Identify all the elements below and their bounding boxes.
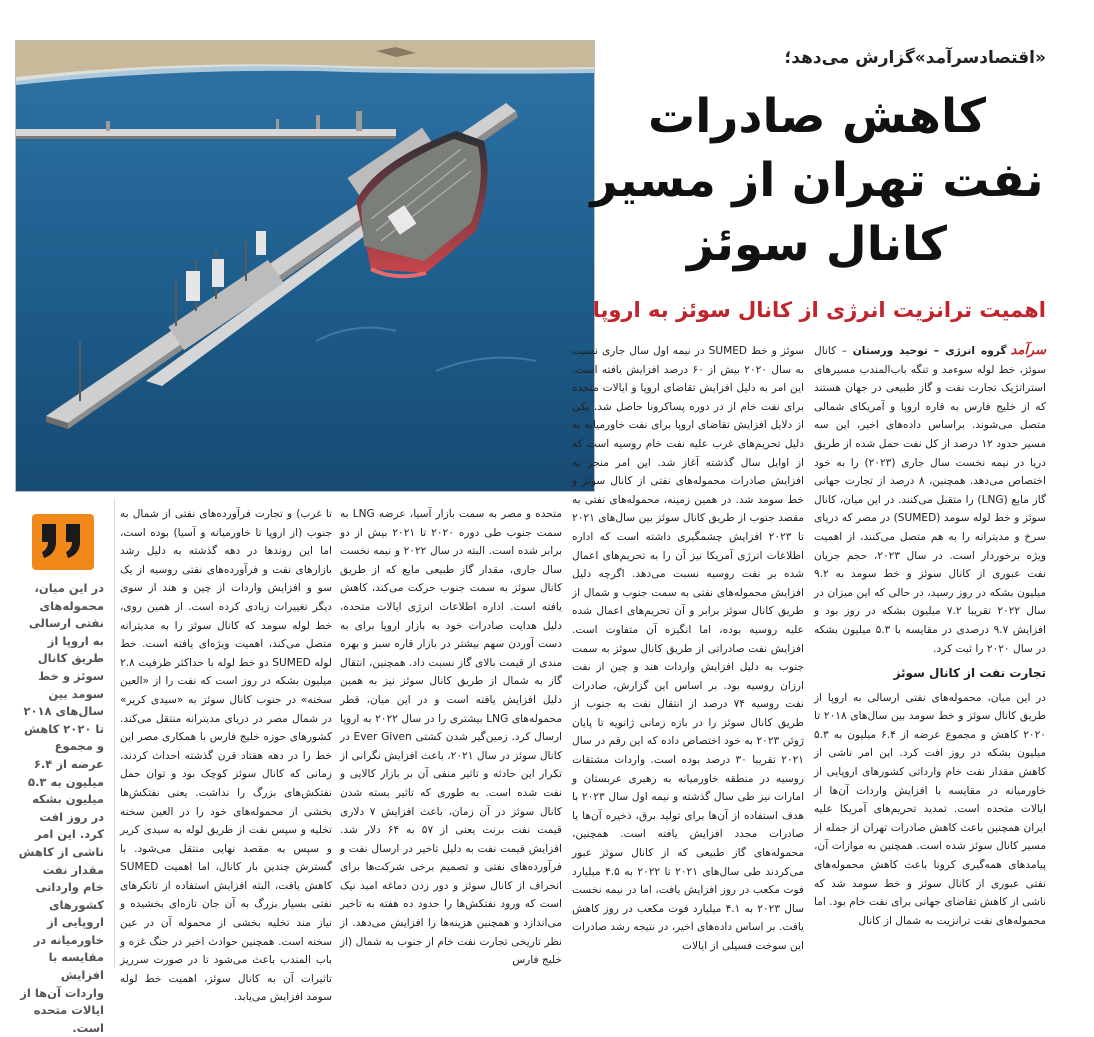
subheadline: اهمیت ترانزیت انرژی از کانال سوئز به اروپا [592, 298, 1046, 322]
column-3-text: متحده و مصر به سمت بازار آسیا، عرضه LNG به سمت جنوب طی دوره ۲۰۲۰ تا ۲۰۲۱ بیش از دو برابر شده است. البته در سال ۲۰۲۲ و نیمه نخست سال جاری، مقدار گاز طبیعی مایع که از طریق کانال سوئز به سمت جنوب حرکت می‌کند، کاهش یافته است. اداره اطلاعات انرژی ایالات متحده، دلیل هدایت صادرات خود به بازار اروپا برای به دست آوردن سهم بیشتر در بازار قاره سبز و بهره مندی از قیمت بالای گاز نسبت داد. همچنین، انتقال گاز به شمال از طریق کانال سوئز نیز به همین دلیل افزایش یافته است و در این میان، قطر محموله‌های LNG بیشتری را در سال ۲۰۲۲ به اروپا ارسال کرد. زمین‌گیر شدن کشتی Ever Given در کانال سوئز در سال ۲۰۲۱، باعث افزایش نگرانی از تکرار این حادثه و تاثیر منفی آن بر بازار کالایی و نفت شده است. به طوری که تاثیر بسته شدن کانال سوئز در آن زمان، باعث افزایش ۷ دلاری قیمت نفت برنت یعنی از ۵۷ به ۶۴ دلار شد. افزایش قیمت نفت به دلیل تاخیر در ارسال نفت و فرآورده‌های نفتی و تصمیم برخی شرکت‌ها برای انحراف از کانال سوئز و دور زدن دماغه امید نیک است که ورود نفتکش‌ها را حدود ده هفته به تاخیر می‌اندازد و همچنین هزینه‌ها را افزایش می‌دهد. از نظر تاریخی تجارت نفت خام از جنوب به شمال (از خلیج فارس [340, 508, 563, 967]
body-column-2 [572, 342, 804, 972]
headline-line-2: نفت تهران از مسیر [590, 153, 1044, 208]
pull-quote: در این میان، محموله‌های نفتی ارسالی به اروپا از طریق کانال سوئز و خط سومد بین سال‌های ۲۰۱۸ تا ۲۰۲۰ کاهش و مجموع عرضه از ۶.۴ میلیون به ۵.۳ میلیون بشکه در روز افت کرد. این امر ناشی از کاهش مقدار نفت خام وارداتی کشورهای اروپایی از خاورمیانه در مقایسه با افزایش واردات آن‌ها از ایالات متحده است. [18, 581, 104, 1035]
column-2-text: سوئز و خط SUMED در نیمه اول سال جاری نسبت به سال ۲۰۲۰ بیش از ۶۰ درصد افزایش یافته است. این امر به دلیل افزایش تقاضای اروپا و ایالات متحده برای نفت خام از در دوره پساکرونا حاصل شد. یکی از دلایل افزایش تقاضای اروپا برای نفت خاورمیانه به دلیل تحریم‌های غرب علیه نفت خام روسیه است که از اوایل سال گذشته آغاز شد. این امر منجر به افزایش صادرات محموله‌های نفتی از کانال سوئز و خط سومد شد. در همین زمینه، محموله‌های نفتی به مقصد جنوب از طریق کانال سوئز بین سال‌های ۲۰۲۱ تا ۲۰۲۳ افزایش چشمگیری داشته است که اداره اطلاعات انرژی آمریکا نیز آن را به تحریم‌های اعمال شده بر نفت روسیه نسبت می‌دهد. اگرچه دلیل افزایش محموله‌های نفتی به سمت جنوب و شمال از طریق کانال سوئز برابر و آن تحریم‌های اعمال شده علیه روسیه بوده، اما انگیزه آن متفاوت است. افزایش نفت صادراتی از طریق کانال سوئز به سمت جنوب به دلیل افزایش واردات هند و چین از نفت ارزان روسیه بود. بر اساس این گزارش، صادرات نفت روسیه ۷۴ درصد از انتقال نفت به جنوب از طریق کانال سوئز را در بازه زمانی ژانویه تا پایان ژوئن ۲۰۲۳ به خود اختصاص داده که این رقم در سال ۲۰۲۱ تقریبا ۳۰ درصد بوده است. واردات مشتقات روسیه در منطقه خاورمیانه به رهبری عربستان و امارات نیز طی سال گذشته و نیمه اول سال ۲۰۲۳ با هدف استفاده از آن‌ها برای تولید برق، ذخیره آن‌ها یا صادرات مجدد افزایش یافته است. همچنین، محموله‌های گاز طبیعی که از کانال سوئز عبور می‌کردند طی سال‌های ۲۰۲۱ تا ۲۰۲۲ به ۴.۵ میلیارد فوت مکعب در روز افزایش یافت، اما در نیمه نخست سال ۲۰۲۳ به ۴.۱ میلیارد فوت مکعب در روز کاهش یافت. بر اساس داده‌های اخیر، در نتیجه رشد صادرات این سوخت فسیلی از ایالات [572, 345, 805, 952]
byline: گروه انرژی – توحید ورستان [852, 345, 1007, 357]
body-column-3 [340, 505, 562, 972]
column-1-text: – کانال سوئز، خط لوله سوءمد و تنگه باب‌المندب مسیرهای استراتژیک تجارت نفت و گاز طبیعی در جهان هستند که از خلیج فارس به قاره اروپا و آمریکای شمالی متصل می‌شوند. براساس داده‌های اخیر، این سه مسیر حدود ۱۲ درصد از کل نفت حمل شده از طریق دریا در نیمه نخست سال جاری (۲۰۲۳) را به خود اختصاص می‌دهد. همچنین، ۸ درصد از تجارت جهانی گاز مایع (LNG) را متقبل می‌کنند. در این میان، کانال سوئز و خط لوله سومد (SUMED) در مصر که دریای سرخ و مدیترانه را به هم متصل می‌کنند، از اهمیت ویژه برخوردار است. در سال ۲۰۲۳، حجم جریان نفت عبوری از کانال سوئز و خط سومد به ۹.۲ میلیون بشکه در روز رسید، در حالی که این میزان در سال ۲۰۲۲ تقریبا ۷.۲ میلیون بشکه در روز بود و افزایش ۹.۷ درصدی در مقایسه با ۵.۳ میلیون بشکه در سال ۲۰۲۰ را ثبت کرد. [814, 345, 1047, 655]
article-photo [15, 40, 595, 492]
column-1-text-b: در این میان، محموله‌های نفتی ارسالی به اروپا از طریق کانال سوئز و خط سومد بین سال‌های ۲۰۱۸ تا ۲۰۲۰ کاهش و مجموع عرضه از ۶.۴ میلیون به ۵.۳ میلیون بشکه در روز افت کرد. این امر ناشی از کاهش مقدار نفت خام وارداتی کشورهای اروپایی از خاورمیانه در مقایسه با افزایش واردات آن‌ها از ایالات متحده است. تمدید تحریم‌های آمریکا علیه ایران همچنین باعث کاهش صادرات تهران از جمله از مسیر کانال سوئز شده است. همچنین به موازات آن، پیامدهای همه‌گیری کرونا باعث کاهش محموله‌های نفتی عبوری از کانال سوئز و خط سومد شد که ناشی از کاهش تقاضای جهانی برای نفت خام بود. اما محموله‌های نفت ترانزیت به شمال از کانال [814, 691, 1046, 927]
headline-line-1: کاهش صادرات [648, 89, 986, 144]
headline-line-3: کانال سوئز [687, 217, 947, 272]
kicker: «اقتصادسرآمد»گزارش می‌دهد؛ [784, 48, 1046, 68]
body-column-4 [120, 505, 332, 1004]
column-4-text: تا غرب) و تجارت فرآورده‌های نفتی از شمال به جنوب (از اروپا تا خاورمیانه و آسیا) بوده است، اما این روندها در دهه گذشته به دلیل رشد بازارهای نفت و فرآورده‌های نفتی روسیه از یک سو و افزایش واردات از چین و هند از سوی دیگر تغییرات زیادی کرده است. از همین روی، خط لوله سومد که کانال سوئز را به مدیترانه متصل می‌کند، اهمیت ویژه‌ای یافته است. خط لوله SUMED دو خط لوله با حداکثر ظرفیت ۲.۸ میلیون بشکه در روز است که نفت را از «العین سخنه» در جنوب کانال سوئز به «سیدی کریر» در شمال مصر در دریای مدیترانه منتقل می‌کند. کشورهای حوزه خلیج فارس با همکاری مصر این خط را در دهه هفتاد قرن گذشته احداث کردند، زمانی که کانال سوئز کوچک بود و توان حمل نفتکش‌های بزرگ را نداشت. یعنی نفتکش‌ها بخشی از محموله‌های خود را در العین سخنه تخلیه و سپس نفت از طریق لوله به سیدی کریر و سپس به مقصد نهایی منتقل می‌شود. با گسترش چندین بار کانال، اما اهمیت SUMED کاهش یافت، البته افزایش استفاده از تانکرهای نفتی بسیار بزرگ به آن جان تازه‌ای بخشیده و نیاز مند تخلیه بخشی از محموله آن در عین سخنه است. همچنین حوادث اخیر در جنگ غزه و باب المندب باعث می‌شود تا در صورت سرریز تاثیرات آن به کانال سوئز، اهمیت خط لوله سومد افزایش می‌یابد. [120, 508, 332, 1004]
column-divider [114, 498, 115, 968]
headline [582, 85, 1052, 277]
quote-icon [28, 510, 100, 574]
publication-logo: سرآمد [1010, 343, 1046, 358]
tanker-terminal-image [16, 41, 594, 491]
body-column-1 [814, 342, 1046, 972]
section-heading: تجارت نفت از کانال سوئز [893, 666, 1046, 681]
